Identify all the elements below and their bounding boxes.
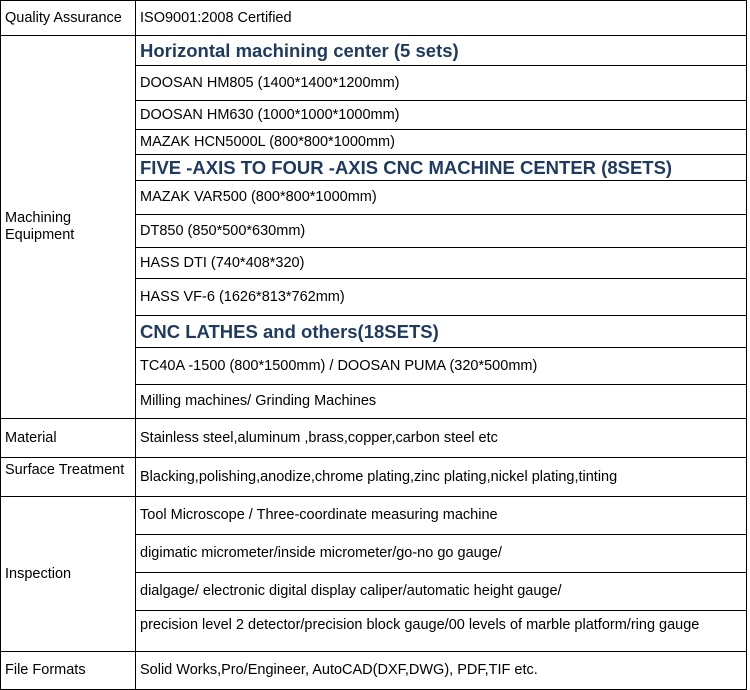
machine-item: TC40A -1500 (800*1500mm) / DOOSAN PUMA (320*500mm): [136, 348, 747, 385]
machine-item: HASS VF-6 (1626*813*762mm): [136, 279, 747, 316]
inspection-item: Tool Microscope / Three-coordinate measuring machine: [136, 497, 747, 535]
inspection-item: dialgage/ electronic digital display caliper/automatic height gauge/: [136, 573, 747, 611]
table-row: [1, 419, 747, 458]
machine-item: DT850 (850*500*630mm): [136, 215, 747, 248]
table-row: [1, 497, 747, 535]
machine-item: MAZAK VAR500 (800*800*1000mm): [136, 181, 747, 215]
machine-item: HASS DTI (740*408*320): [136, 248, 747, 279]
machine-item: DOOSAN HM630 (1000*1000*1000mm): [136, 101, 747, 130]
section-heading: CNC LATHES and others(18SETS): [136, 316, 747, 348]
section-heading: FIVE -AXIS TO FOUR -AXIS CNC MACHINE CENTER (8SETS): [136, 155, 747, 181]
machine-item: DOOSAN HM805 (1400*1400*1200mm): [136, 66, 747, 101]
machine-item: Milling machines/ Grinding Machines: [136, 385, 747, 419]
inspection-label: Inspection: [1, 497, 136, 652]
table-row: [1, 458, 747, 497]
machine-item: MAZAK HCN5000L (800*800*1000mm): [136, 130, 747, 155]
formats-value: Solid Works,Pro/Engineer, AutoCAD(DXF,DWG), PDF,TIF etc.: [136, 652, 747, 690]
quality-value: ISO9001:2008 Certified: [136, 1, 747, 36]
section-heading: Horizontal machining center (5 sets): [136, 36, 747, 66]
material-label: Material: [1, 419, 136, 458]
inspection-item: precision level 2 detector/precision block gauge/00 levels of marble platform/ring gauge: [136, 611, 747, 652]
surface-label: Surface Treatment: [1, 458, 136, 497]
table-row: [1, 652, 747, 690]
surface-value: Blacking,polishing,anodize,chrome plating,zinc plating,nickel plating,tinting: [136, 458, 747, 497]
table-row: [1, 1, 747, 36]
machining-label-text: Machining Equipment: [5, 210, 75, 243]
quality-label: Quality Assurance: [1, 1, 136, 36]
formats-label: File Formats: [1, 652, 136, 690]
inspection-item: digimatic micrometer/inside micrometer/go-no go gauge/: [136, 535, 747, 573]
machining-label: [1, 36, 136, 419]
material-value: Stainless steel,aluminum ,brass,copper,carbon steel etc: [136, 419, 747, 458]
table-row: [1, 36, 747, 66]
